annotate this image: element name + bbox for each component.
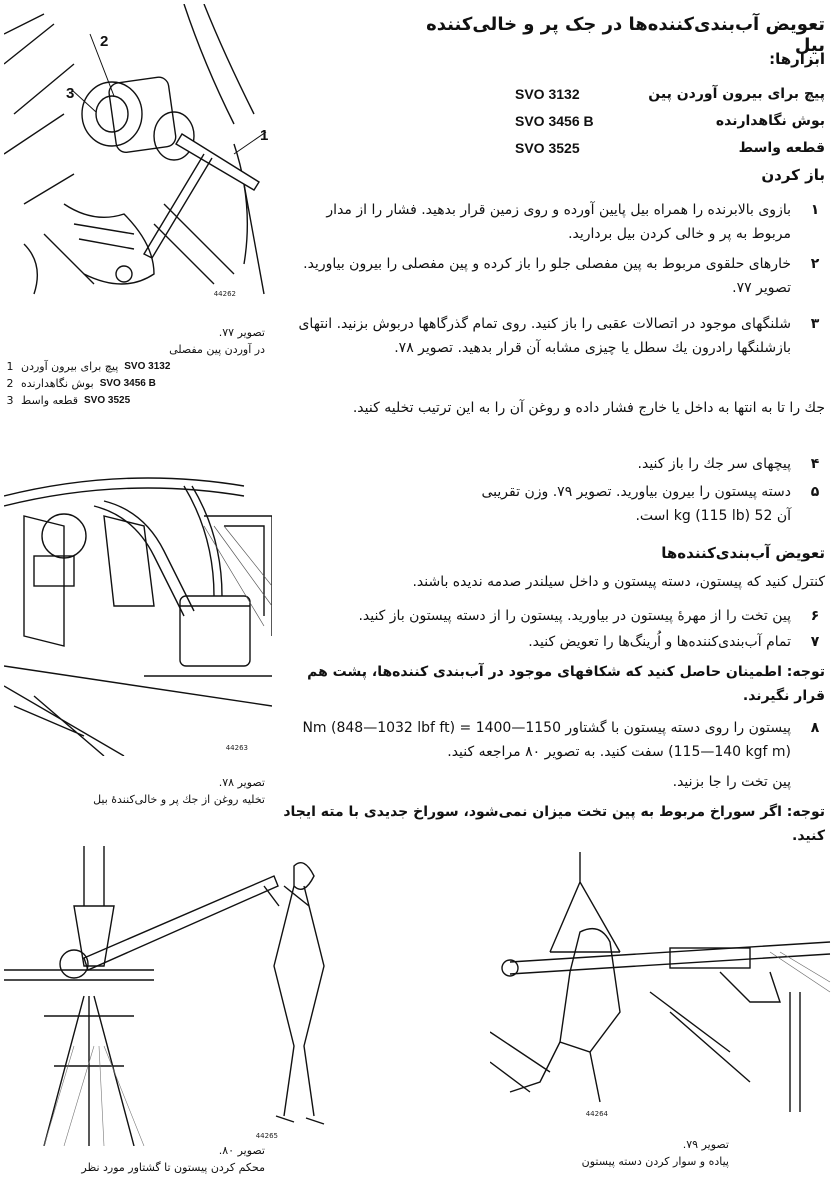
note (281, 660, 825, 708)
legend-item (5, 392, 265, 409)
caption-subtitle: محکم کردن پیستون تا گشتاور مورد نظر (81, 1161, 265, 1174)
legend-number: 3 (6, 394, 14, 407)
caption-subtitle: در آوردن پین مفصلی (169, 343, 265, 356)
legend-code: SVO 3525 (84, 395, 131, 406)
legend-code: SVO 3132 (124, 361, 171, 372)
step-number: ۷ (810, 634, 820, 650)
step-item (295, 198, 825, 246)
caption-subtitle: تخلیه روغن از جك پر و خالی‌کنندهٔ بیل (93, 793, 265, 806)
callout-1: 1 (260, 127, 269, 144)
tool-code: SVO 3525 (515, 139, 580, 156)
callout-2: 2 (100, 33, 109, 50)
legend-number: 1 (6, 360, 14, 373)
step-item (295, 452, 825, 476)
step-text: پین تخت را از مهرهٔ پیستون در بیاورید. پیستون را از دسته پیستون باز کنید. (358, 608, 791, 624)
step-text: بازوی بالابرنده را همراه بیل پایین آورده و روی زمین قرار بدهید. فشار را از مدار مربوط به پر و خالی کردن بیل بردارید. (326, 202, 791, 242)
tool-row (415, 107, 825, 134)
tools-heading: ابزارها: (769, 50, 825, 68)
step-item (295, 312, 825, 360)
tool-name: پیچ برای بیرون آوردن پین (648, 85, 825, 102)
figure-number: 44262 (213, 290, 236, 298)
note-text: توجه: اگر سوراخ مربوط به پین تخت میزان نمی‌شود، سوراخ جدیدی با مته ایجاد کنید. (283, 804, 825, 844)
caption-subtitle: پیاده و سوار کردن دسته پیستون (581, 1155, 729, 1168)
legend-label: بوش نگاهدارنده (21, 377, 94, 390)
step-item (281, 396, 825, 420)
step-text: شلنگهای موجود در اتصالات عقبی را باز کنید. روی تمام گذرگاهها دربوش بزنید. انتهای بازشلنگها رادرون یك سطل یا چیزی مشابه آن قرار بدهید. تصویر ۷۸. (298, 316, 791, 356)
legend-number: 2 (6, 377, 14, 390)
step-item (295, 604, 825, 628)
figure-79-caption (499, 1136, 729, 1170)
removal-heading: باز کردن (761, 166, 825, 184)
step-text: پیچهای سر جك را باز کنید. (637, 456, 791, 472)
tool-row (415, 80, 825, 107)
legend-label: قطعه واسط (21, 394, 79, 407)
step-number: ۴ (810, 456, 820, 472)
legend-item (5, 375, 265, 392)
figure-78-illustration (4, 456, 272, 756)
legend-code: SVO 3456 B (99, 378, 156, 389)
legend-label: پیچ برای بیرون آوردن (21, 360, 119, 373)
tool-name: بوش نگاهدارنده (715, 112, 825, 129)
figure-78-caption (5, 774, 265, 808)
step-item (295, 770, 825, 794)
step-text: خارهای حلقوی مربوط به پین مفصلی جلو را باز کرده و پین مفصلی را بیرون بیاورید. تصویر ۷۷. (303, 256, 791, 296)
step-item (295, 716, 825, 764)
figure-number: 44263 (225, 744, 248, 752)
replacement-intro: کنترل کنید که پیستون، دسته پیستون و داخل سیلندر صدمه ندیده باشند. (412, 574, 825, 590)
step-text: دسته پیستون را بیرون بیاورید. تصویر ۷۹. وزن تقریبی آن 52 kg (115 lb) است. (481, 484, 791, 524)
step-number: ۱ (810, 202, 820, 218)
tool-row (415, 134, 825, 161)
caption-title: تصویر ۷۸. (218, 776, 265, 789)
figure-77-caption (5, 324, 265, 409)
note-text: توجه: اطمینان حاصل کنید که شکافهای موجود در آب‌بندی کننده‌ها، پشت هم قرار نگیرند. (307, 664, 825, 704)
note (281, 800, 825, 848)
callout-3: 3 (66, 85, 75, 102)
caption-title: تصویر ۷۷. (218, 326, 265, 339)
step-text: جك را تا به انتها به داخل یا خارج فشار داده و روغن آن را به این ترتیب تخلیه کنید. (352, 400, 825, 416)
figure-77-illustration (4, 4, 272, 304)
step-number: ۳ (810, 316, 820, 332)
step-number: ۸ (810, 720, 820, 736)
tools-list (415, 80, 825, 161)
step-text: پیستون را روی دسته پیستون با گشتاور 1150—1400 Nm (848—1032 lbf ft) = (115—140 kgf m) سفت کنید. به تصویر ۸۰ مراجعه کنید. (302, 720, 791, 760)
step-number: ۲ (810, 256, 820, 272)
caption-title: تصویر ۷۹. (682, 1138, 729, 1151)
step-item (295, 630, 825, 654)
figure-number: 44265 (255, 1132, 278, 1140)
step-number: ۵ (810, 484, 820, 500)
tool-name: قطعه واسط (738, 139, 825, 156)
page-title: تعویض آب‌بندی‌کننده‌ها در جک پر و خالی‌کننده بیل (426, 14, 825, 56)
figure-79-illustration (490, 852, 834, 1120)
step-text: پین تخت را جا بزنید. (672, 774, 791, 790)
step-text: تمام آب‌بندی‌کننده‌ها و اُرینگ‌ها را تعویض کنید. (528, 634, 791, 650)
step-item (295, 252, 825, 300)
figure-80-illustration (4, 846, 344, 1146)
caption-title: تصویر ۸۰. (218, 1144, 265, 1157)
tool-code: SVO 3456 B (515, 112, 594, 129)
replacement-heading: تعویض آب‌بندی‌کننده‌ها (661, 544, 825, 562)
figure-number: 44264 (585, 1110, 608, 1118)
legend-item (5, 358, 265, 375)
step-item (465, 480, 825, 528)
step-number: ۶ (810, 608, 820, 624)
figure-80-caption (5, 1142, 265, 1176)
tool-code: SVO 3132 (515, 85, 580, 102)
